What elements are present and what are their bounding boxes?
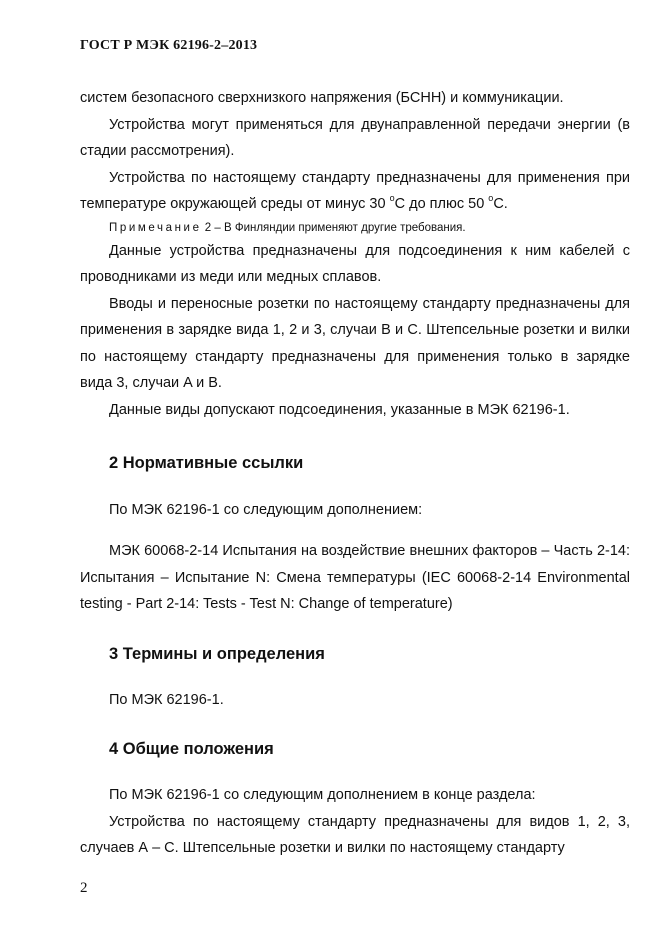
- section-2: [80, 450, 630, 477]
- paragraph-3-part-c: С.: [493, 196, 508, 212]
- section-4-intro: По МЭК 62196-1 со следующим дополнением в конце раздела:: [109, 787, 536, 803]
- paragraph-3-part-b: С до плюс 50: [394, 196, 489, 212]
- paragraph-4: Данные устройства предназначены для подсоединения к ним кабелей с проводниками из меди или медных сплавов.: [80, 242, 630, 285]
- section-3-text: По МЭК 62196-1.: [109, 692, 224, 708]
- section-2-reference: МЭК 60068-2-14 Испытания на воздействие внешних факторов – Часть 2-14: Испытания – Испытание N: Смена температуры (IEC 60068-2-14 Environmental testing - Part 2-14: Tests - Test N: Change of temperature): [80, 543, 630, 612]
- section-4-body: [80, 782, 630, 862]
- section-3-heading: 3 Термины и определения: [109, 645, 325, 663]
- paragraph-6: Данные виды допускают подсоединения, указанные в МЭК 62196-1.: [109, 401, 570, 418]
- section-4-heading: 4 Общие положения: [109, 740, 274, 758]
- section-3-text-block: [80, 687, 630, 714]
- degree-sign-2: o: [488, 193, 494, 203]
- degree-sign-1: o: [389, 193, 395, 203]
- note-label: Примечание: [109, 221, 202, 234]
- page-number: 2: [80, 880, 88, 896]
- paragraph-2: Устройства могут применяться для двунаправленной передачи энергии (в стадии рассмотрения).: [80, 116, 630, 159]
- scope-continuation: [80, 85, 630, 423]
- section-4: [80, 736, 630, 763]
- section-2-heading: 2 Нормативные ссылки: [109, 454, 304, 472]
- section-3: [80, 641, 630, 668]
- paragraph-1: систем безопасного сверхнизкого напряжения (БСНН) и коммуникации.: [80, 90, 564, 106]
- section-2-intro-block: [80, 497, 630, 524]
- note-text: 2 – В Финляндии применяют другие требования.: [201, 221, 466, 234]
- paragraph-5: Вводы и переносные розетки по настоящему стандарту предназначены для применения в зарядке вида 1, 2 и 3, случаи B и C. Штепсельные розетки и вилки по настоящему стандарту предназначены для применения только в зарядке вида 3, случаи A и B.: [80, 295, 630, 391]
- document-header: ГОСТ Р МЭК 62196-2–2013: [80, 38, 258, 53]
- section-2-intro: По МЭК 62196-1 со следующим дополнением:: [109, 502, 423, 518]
- section-4-text: Устройства по настоящему стандарту предназначены для видов 1, 2, 3, случаев А – С. Штепсельные розетки и вилки по настоящему стандарту: [80, 813, 630, 856]
- section-2-ref-block: [80, 538, 630, 618]
- paragraph-3: [80, 165, 630, 218]
- paragraph-3-part-a: Устройства по настоящему стандарту предназначены для применения при температуре окружающей среды от минус 30: [80, 169, 630, 212]
- note-2: [80, 218, 630, 238]
